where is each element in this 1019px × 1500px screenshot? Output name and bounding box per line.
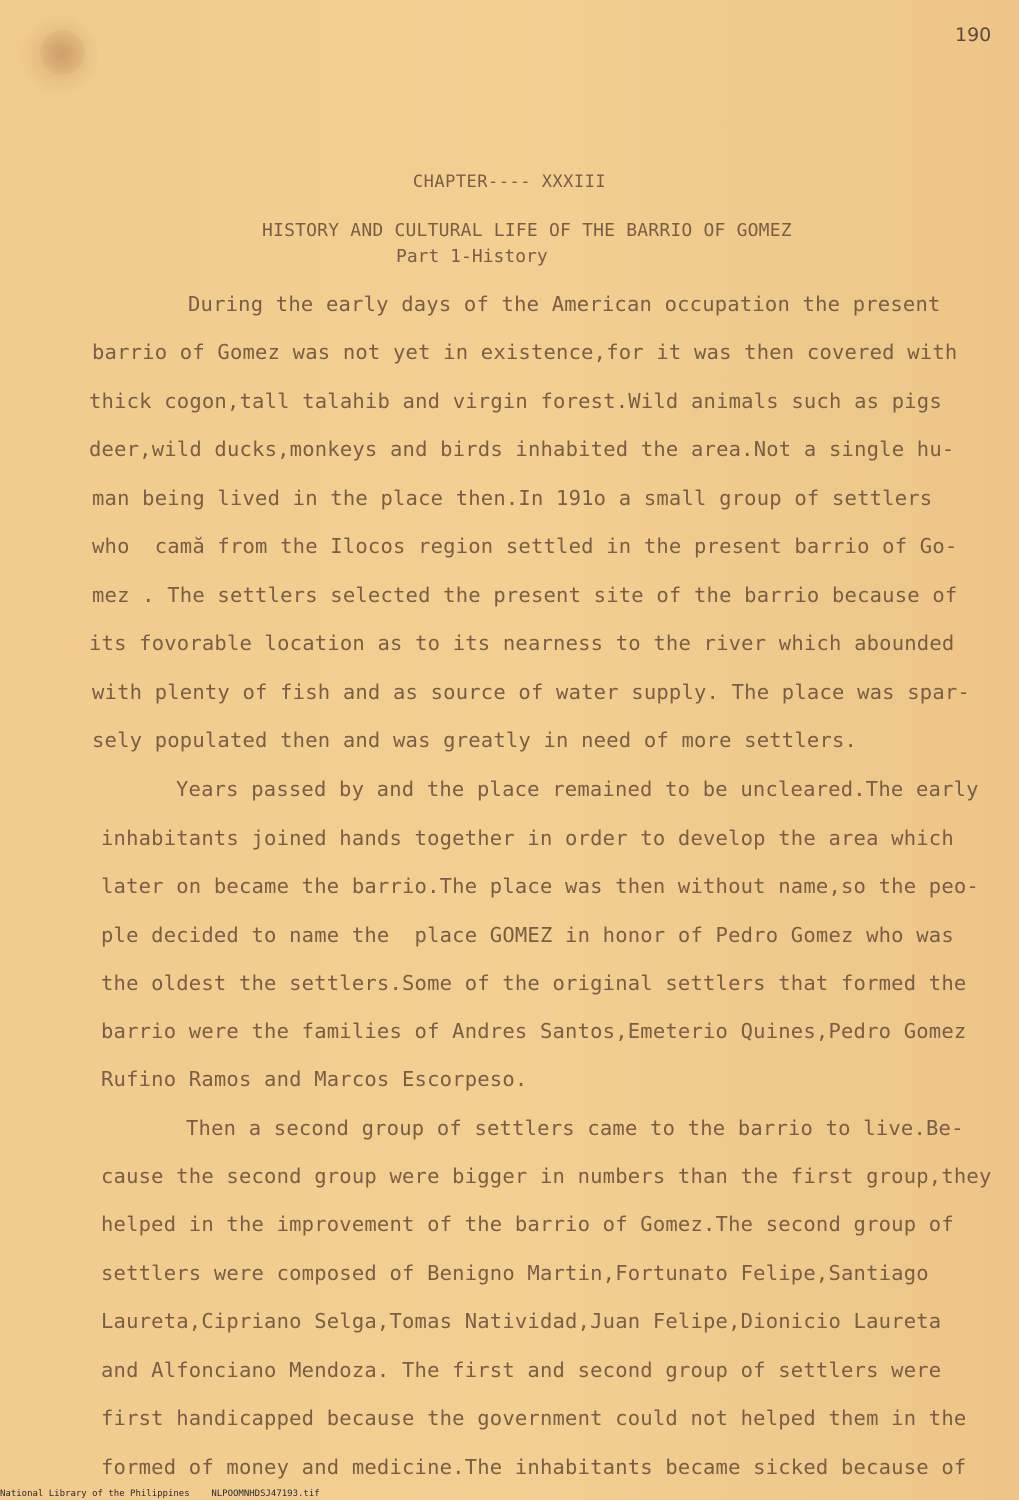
text-line: and Alfonciano Mendoza. The first and second group of settlers were (101, 1358, 942, 1382)
text-line: barrio were the families of Andres Santos,Emeterio Quines,Pedro Gomez (101, 1019, 967, 1043)
document-subtitle: Part 1-History (396, 246, 548, 267)
text-line: its fovorable location as to its nearness to the river which abounded (89, 631, 955, 655)
page-number: 190 (955, 24, 992, 46)
text-line: sely populated then and was greatly in need of more settlers. (92, 728, 858, 752)
text-line: man being lived in the place then.In 191o a small group of settlers (92, 486, 933, 510)
text-line: inhabitants joined hands together in order to develop the area which (101, 826, 954, 850)
text-line: Rufino Ramos and Marcos Escorpeso. (101, 1067, 528, 1091)
text-line: helped in the improvement of the barrio of Gomez.The second group of (101, 1212, 954, 1236)
text-line: During the early days of the American occupation the present (188, 292, 941, 316)
text-line: with plenty of fish and as source of water supply. The place was spar- (92, 680, 970, 704)
text-line: the oldest the settlers.Some of the original settlers that formed the (101, 971, 967, 995)
text-line: mez . The settlers selected the present site of the barrio because of (92, 583, 958, 607)
text-line: settlers were composed of Benigno Martin,Fortunato Felipe,Santiago (101, 1261, 929, 1285)
text-line: Then a second group of settlers came to the barrio to live.Be- (186, 1116, 964, 1140)
chapter-heading: CHAPTER---- XXXIII (412, 172, 607, 192)
text-line: who camă from the Ilocos region settled in the present barrio of Go- (92, 534, 958, 558)
text-line: ple decided to name the place GOMEZ in honor of Pedro Gomez who was (101, 923, 954, 947)
text-line: formed of money and medicine.The inhabitants became sicked because of (101, 1455, 967, 1479)
text-line: Years passed by and the place remained to be uncleared.The early (176, 777, 979, 801)
text-line: later on became the barrio.The place was then without name,so the peo- (101, 874, 979, 898)
archive-footer: National Library of the Philippines NLPOOMNHDSJ47193.tif (0, 1489, 320, 1499)
text-line: deer,wild ducks,monkeys and birds inhabited the area.Not a single hu- (89, 437, 955, 461)
text-line: cause the second group were bigger in numbers than the first group,they (101, 1164, 992, 1188)
text-line: Laureta,Cipriano Selga,Tomas Natividad,Juan Felipe,Dionicio Laureta (101, 1309, 942, 1333)
text-line: first handicapped because the government could not helped them in the (101, 1406, 967, 1430)
text-line: thick cogon,tall talahib and virgin forest.Wild animals such as pigs (89, 389, 942, 413)
document-title: HISTORY AND CULTURAL LIFE OF THE BARRIO OF GOMEZ (262, 220, 792, 241)
text-line: barrio of Gomez was not yet in existence,for it was then covered with (92, 340, 958, 364)
